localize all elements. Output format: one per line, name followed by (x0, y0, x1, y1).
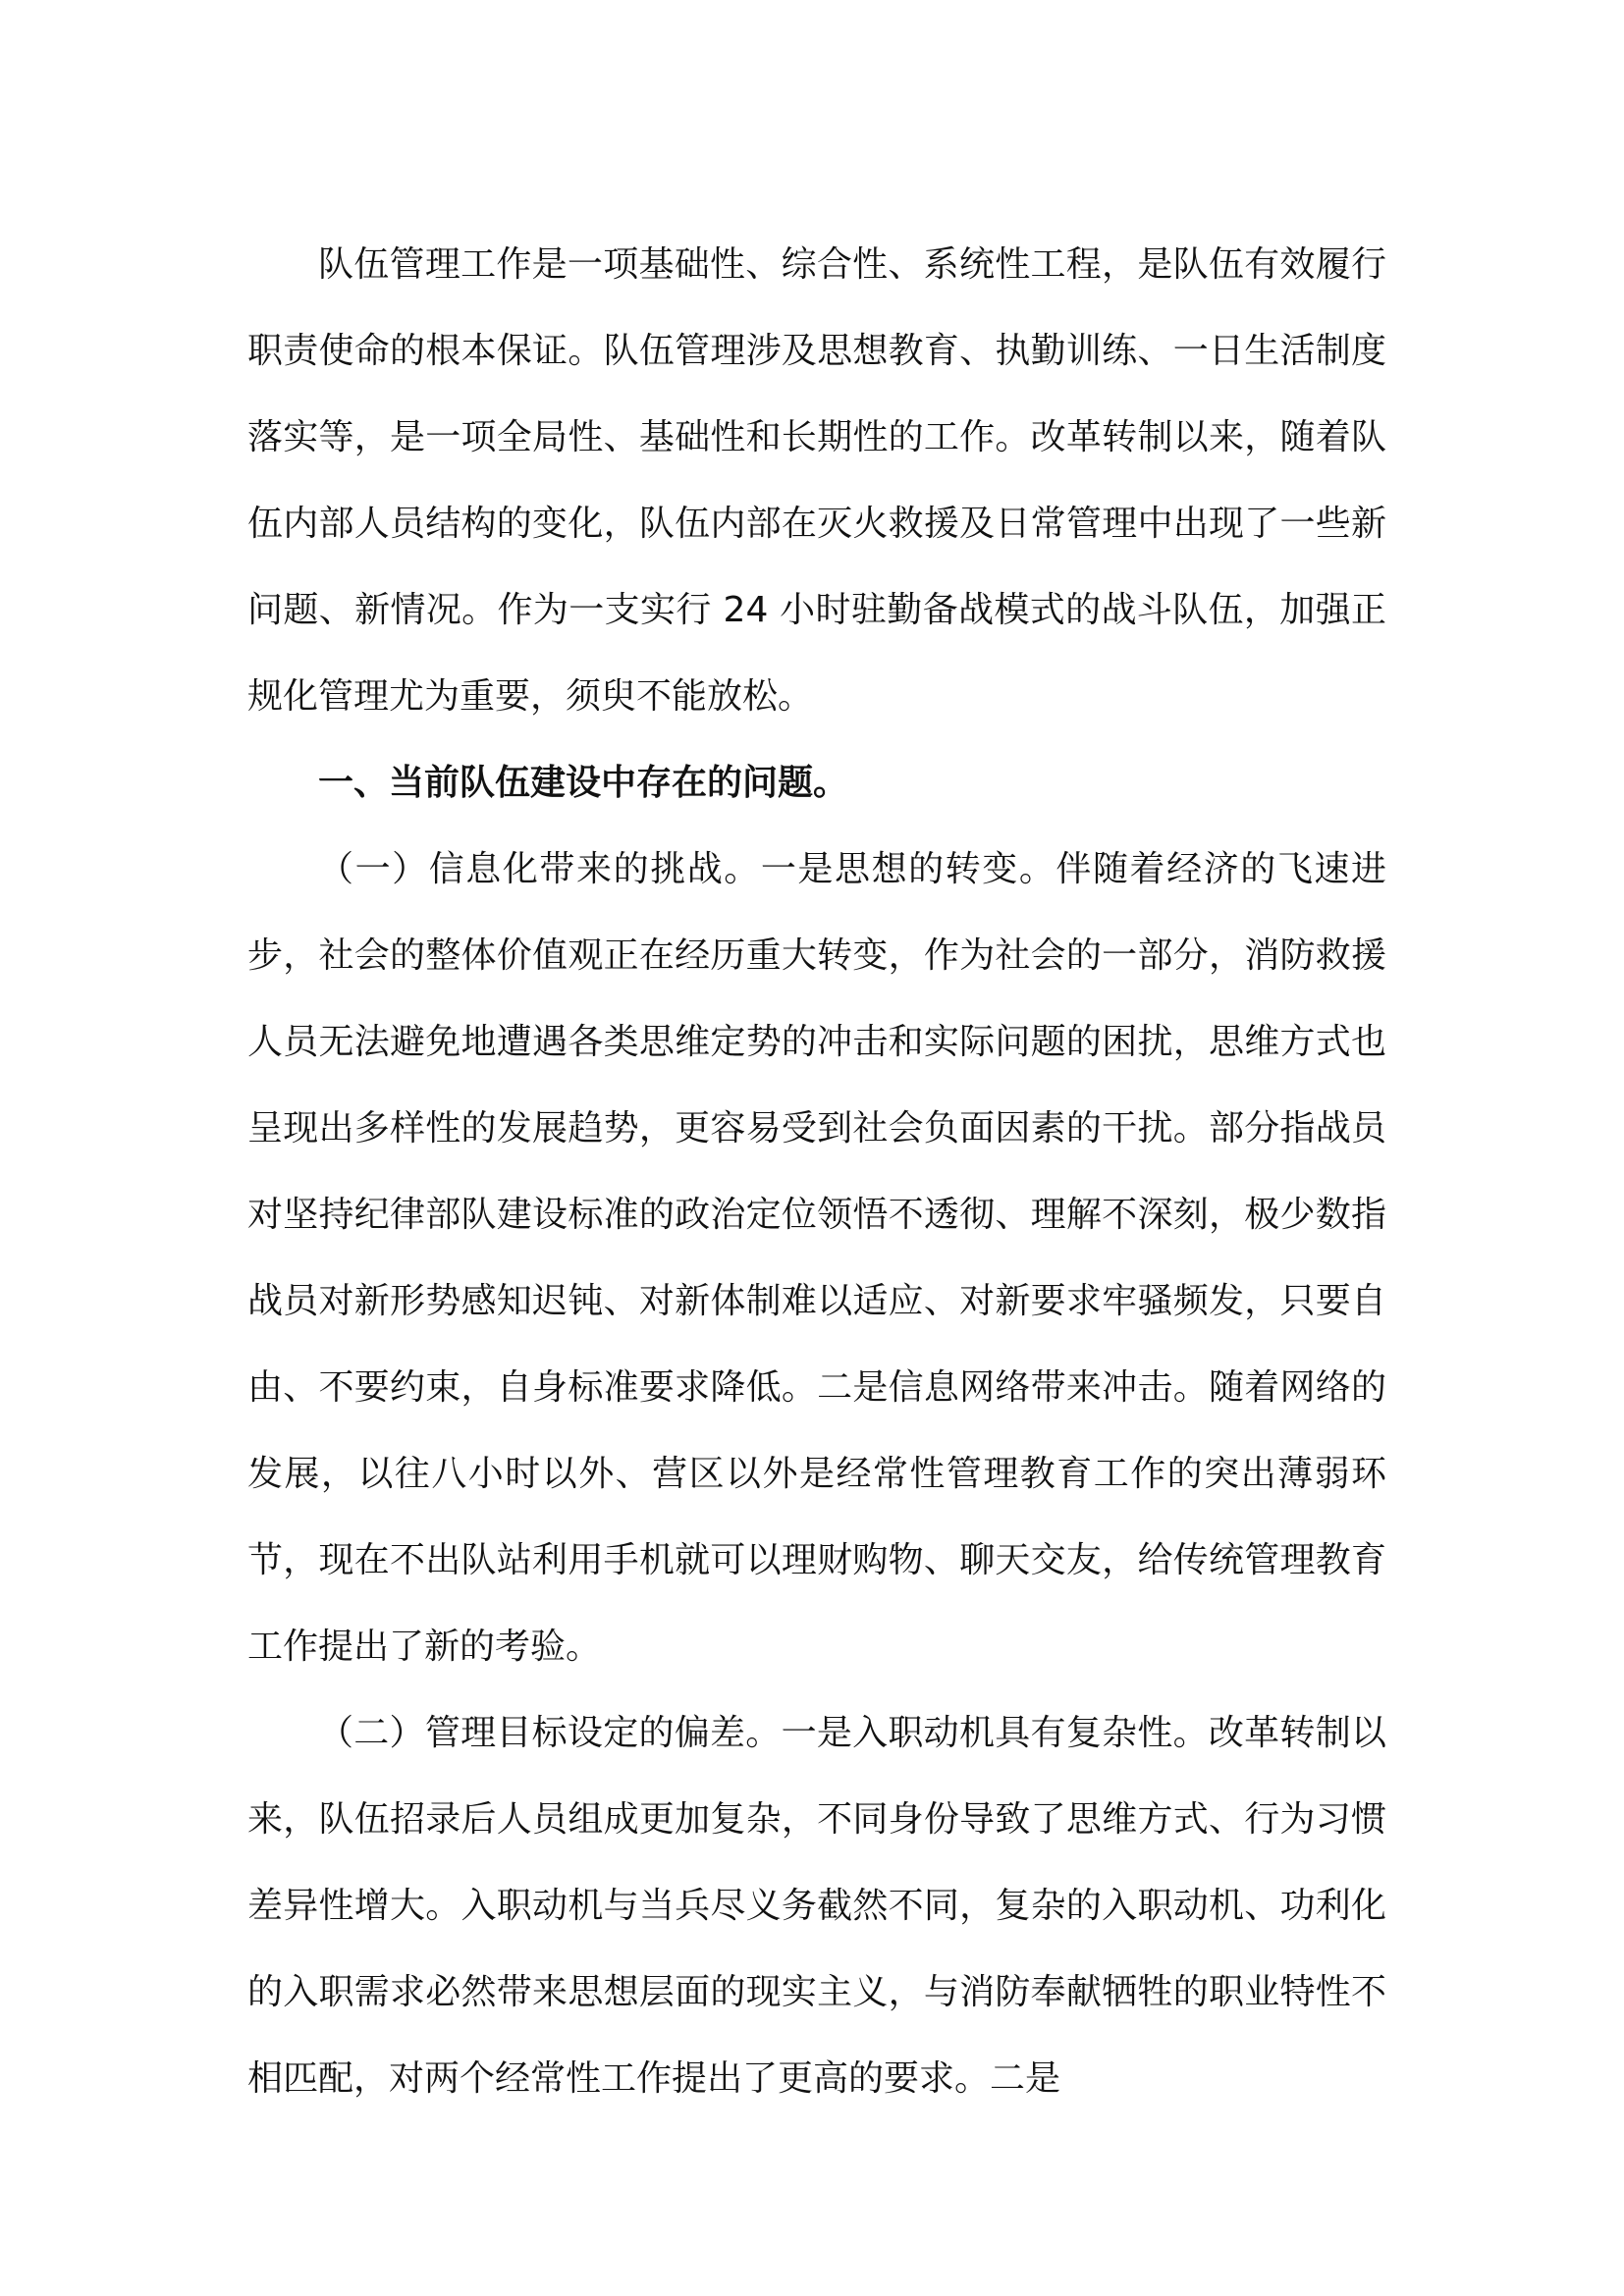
intro-paragraph: 队伍管理工作是一项基础性、综合性、系统性工程，是队伍有效履行职责使命的根本保证。队伍管理涉及思想教育、执勤训练、一日生活制度落实等，是一项全局性、基础性和长期性的工作。改革转制以来，随着队伍内部人员结构的变化，队伍内部在灭火救援及日常管理中出现了一些新问题、新情况。作为一支实行 24 小时驻勤备战模式的战斗队伍，加强正规化管理尤为重要，须臾不能放松。 (247, 244, 1386, 717)
subsection-2-paragraph: （二）管理目标设定的偏差。一是入职动机具有复杂性。改革转制以来，队伍招录后人员组成更加复杂，不同身份导致了思维方式、行为习惯差异性增大。入职动机与当兵尽义务截然不同，复杂的入职动机、功利化的入职需求必然带来思想层面的现实主义，与消防奉献牺牲的职业特性不相匹配，对两个经常性工作提出了更高的要求。二是 (247, 1713, 1386, 2099)
subsection-1-paragraph: （一）信息化带来的挑战。一是思想的转变。伴随着经济的飞速进步，社会的整体价值观正在经历重大转变，作为社会的一部分，消防救援人员无法避免地遭遇各类思维定势的冲击和实际问题的困扰，思维方式也呈现出多样性的发展趋势，更容易受到社会负面因素的干扰。部分指战员对坚持纪律部队建设标准的政治定位领悟不透彻、理解不深刻，极少数指战员对新形势感知迟钝、对新体制难以适应、对新要求牢骚频发，只要自由、不要约束，自身标准要求降低。二是信息网络带来冲击。随着网络的发展，以往八小时以外、营区以外是经常性管理教育工作的突出薄弱环节，现在不出队站利用手机就可以理财购物、聊天交友，给传统管理教育工作提出了新的考验。 (247, 849, 1386, 1667)
section-heading: 一、当前队伍建设中存在的问题。 (318, 763, 849, 803)
document-body (247, 222, 1386, 2122)
